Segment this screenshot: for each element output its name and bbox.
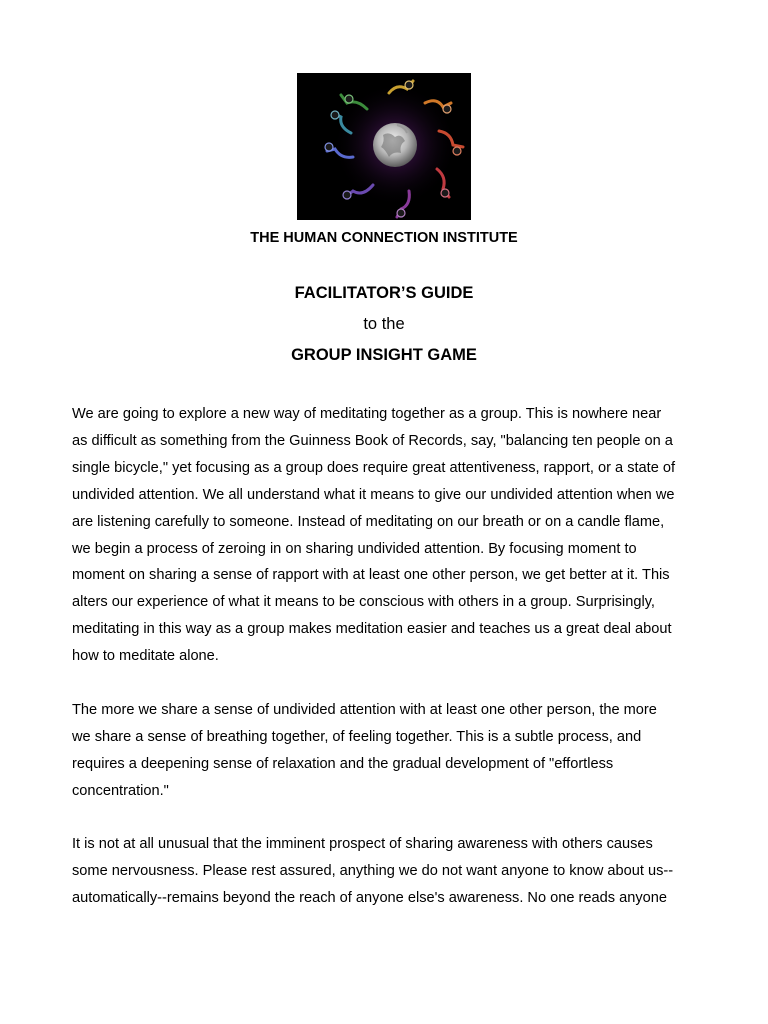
- paragraph-2: [72, 697, 702, 805]
- paragraph-1: [72, 401, 702, 670]
- text-line: meditating in this way as a group makes meditation easier and teaches us a great deal about: [72, 621, 672, 638]
- text-line: requires a deepening sense of relaxation and the gradual development of "effortless: [72, 755, 614, 772]
- text-line: some nervousness. Please rest assured, anything we do not want anyone to know about us--: [72, 862, 674, 879]
- text-line: we begin a process of zeroing in on sharing undivided attention. By focusing moment to: [72, 540, 637, 557]
- paragraph-3: [72, 831, 702, 912]
- org-name: THE HUMAN CONNECTION INSTITUTE: [250, 230, 518, 246]
- text-line: undivided attention. We all understand what it means to give our undivided attention when we: [72, 486, 675, 503]
- earth-figures-icon: [297, 73, 471, 220]
- text-line: It is not at all unusual that the imminent prospect of sharing awareness with others causes: [72, 836, 653, 852]
- text-line: how to meditate alone.: [72, 648, 219, 665]
- text-line: alters our experience of what it means to be conscious with others in a group. Surprisingly,: [72, 594, 655, 611]
- text-line: single bicycle," yet focusing as a group does require great attentiveness, rapport, or a state of: [72, 459, 676, 476]
- text-line: are listening carefully to someone. Instead of meditating on our breath or on a candle flame,: [72, 513, 665, 530]
- text-line: moment on sharing a sense of rapport with at least one other person, we get better at it. This: [72, 567, 670, 584]
- text-line: automatically--remains beyond the reach of anyone else's awareness. No one reads anyone: [72, 889, 667, 906]
- text-line: we share a sense of breathing together, of feeling together. This is a subtle process, and: [72, 728, 642, 745]
- text-line: The more we share a sense of undivided attention with at least one other person, the more: [72, 702, 657, 718]
- guide-subtitle: to the: [363, 315, 405, 333]
- earth-figures-logo: [297, 73, 471, 220]
- guide-title: FACILITATOR’S GUIDE: [294, 284, 474, 302]
- text-line: We are going to explore a new way of meditating together as a group. This is nowhere near: [72, 406, 662, 422]
- game-title: GROUP INSIGHT GAME: [291, 346, 477, 364]
- text-line: as difficult as something from the Guinness Book of Records, say, "balancing ten people on a: [72, 432, 673, 449]
- text-line: concentration.": [72, 782, 169, 799]
